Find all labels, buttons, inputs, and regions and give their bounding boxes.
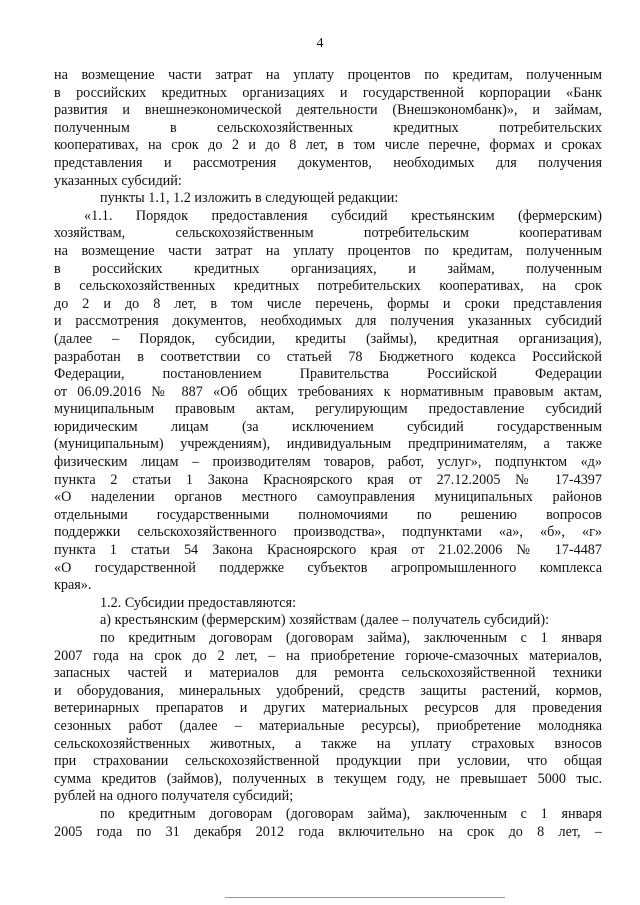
text-line: разработан в соответствии со статьей 78 Бюджетного кодекса Российской (54, 348, 602, 365)
text-line: 2007 года на срок до 2 лет, – на приобретение горюче-смазочных материалов, (54, 647, 602, 664)
text-line: хозяйствам, сельскохозяйственным потребительским кооперативам (54, 225, 602, 242)
text-line: «О государственной поддержке субъектов агропромышленного комплекса (54, 559, 602, 576)
text-line: на возмещение части затрат на уплату процентов по кредитам, полученным (54, 67, 602, 83)
text-line: до 2 и до 8 лет, в том числе перечень, формы и сроки представления (54, 295, 602, 312)
text-line: 1.2. Субсидии предоставляются: (100, 594, 296, 611)
document-body (54, 67, 602, 841)
text-line: по кредитным договорам (договорам займа), заключенным с 1 января (100, 805, 602, 822)
text-line: а) крестьянским (фермерским) хозяйствам (далее – получатель субсидий): (100, 612, 550, 629)
text-line: в сельскохозяйственных кредитных потребительских кооперативах, на срок (54, 278, 602, 295)
text-line: пункты 1.1, 1.2 изложить в следующей редакции: (100, 190, 399, 207)
text-line: указанных субсидий: (54, 172, 182, 189)
text-line: пункта 2 статьи 1 Закона Красноярского края от 27.12.2005 № 17-4397 (54, 471, 602, 488)
text-line: (муниципальным) учреждениям), индивидуальным предпринимателям, а также (54, 436, 602, 453)
text-line: и оборудования, минеральных удобрений, средств защиты растений, кормов, (54, 682, 602, 699)
text-line: «1.1. Порядок предоставления субсидий крестьянским (фермерским) (84, 207, 602, 224)
text-line: края». (54, 577, 92, 594)
text-line: сельскохозяйственных животных, а также на уплату страховых взносов (54, 735, 602, 752)
text-line: 2005 года по 31 декабря 2012 года включительно на срок до 8 лет, – (54, 823, 602, 840)
text-line: (далее – Порядок, субсидии, кредиты (займы), кредитная организация), (54, 330, 602, 347)
text-line: Федерации, постановлением Правительства Российской Федерации (54, 366, 602, 383)
text-line: отдельными государственными полномочиями по решению вопросов (54, 506, 602, 523)
text-line: рублей на одного получателя субсидий; (54, 788, 294, 805)
text-line: и рассмотрения документов, необходимых для получения указанных субсидий (54, 313, 602, 330)
page-number: 4 (316, 36, 324, 51)
text-line: от 06.09.2016 № 887 «Об общих требованиях к нормативным правовым актам, (54, 383, 602, 400)
text-line: муниципальным правовым актам, регулирующим предоставление субсидий (54, 401, 602, 418)
text-line: «О наделении органов местного самоуправления муниципальных районов (54, 489, 602, 506)
text-line: развития и внешнеэкономической деятельности (Внешэкономбанк)», и займам, (54, 102, 602, 119)
text-line: ветеринарных препаратов и других материальных ресурсов для проведения (54, 700, 602, 717)
text-line: полученным в сельскохозяйственных кредитных потребительских (54, 119, 602, 136)
text-line: пункта 1 статьи 54 Закона Красноярского края от 21.02.2006 № 17-4487 (54, 542, 602, 559)
text-line: при страховании сельскохозяйственной продукции при условии, что общая (54, 753, 602, 770)
text-line: на возмещение части затрат на уплату процентов по кредитам, полученным (54, 242, 602, 259)
text-line: запасных частей и материалов для ремонта сельскохозяйственной техники (54, 665, 602, 682)
text-line: юридическим лицам (за исключением субсидий государственным (54, 418, 602, 435)
text-line: сезонных работ (далее – материальные ресурсы), приобретение молодняка (54, 717, 602, 734)
scan-edge-line (225, 897, 505, 898)
text-line: по кредитным договорам (договорам займа), заключенным с 1 января (100, 630, 602, 646)
text-line: поддержки сельскохозяйственного производства», подпунктами «а», «б», «г» (54, 524, 602, 541)
text-line: сумма кредитов (займов), полученных в текущем году, не превышает 5000 тыс. (54, 770, 602, 787)
text-line: кооперативах, на срок до 2 и до 8 лет, в том числе перечне, формах и сроках (54, 137, 602, 154)
text-line: в российских кредитных организациях, и займам, полученным (54, 260, 602, 277)
text-line: в российских кредитных организациях и государственной корпорации «Банк (54, 84, 602, 101)
text-line: представления и рассмотрения документов, необходимых для получения (54, 154, 602, 171)
text-line: физическим лицам – производителям товаров, работ, услуг», подпунктом «д» (54, 454, 602, 471)
